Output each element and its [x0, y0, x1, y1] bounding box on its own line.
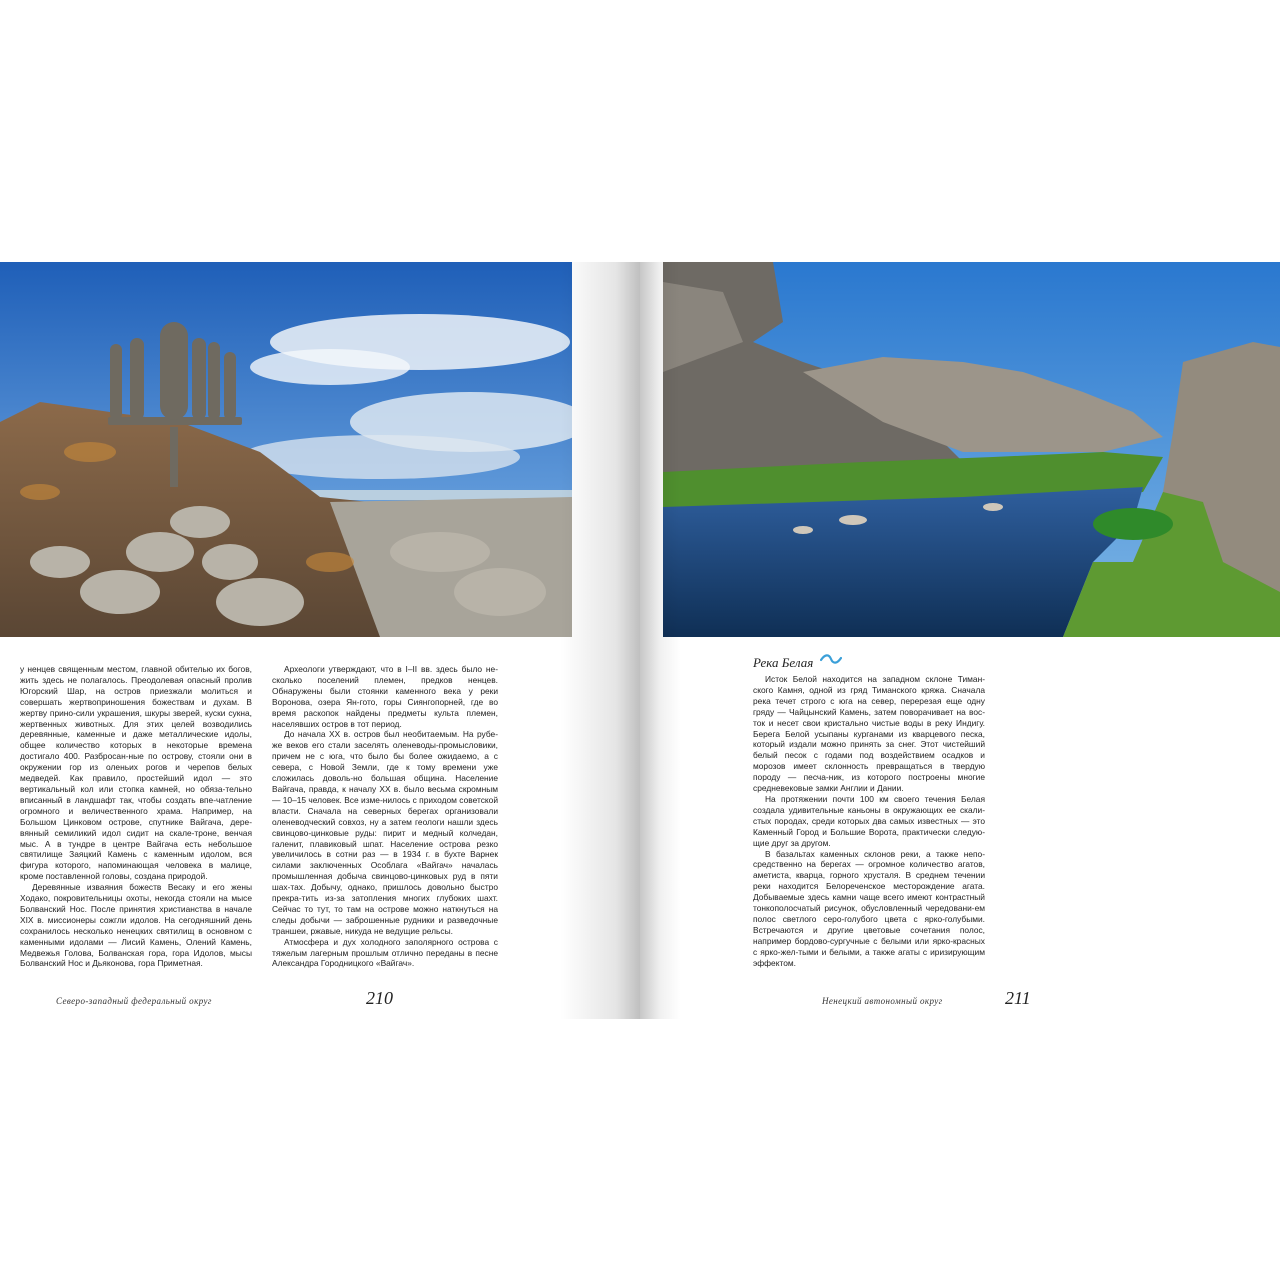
section-heading: Река Белая	[753, 655, 814, 670]
wave-icon	[820, 653, 842, 665]
page-number-left: 210	[366, 988, 393, 1008]
gutter-shadow-left	[560, 262, 640, 1019]
paragraph: Атмосфера и дух холодного заполярного острова с тяжелым лагерным прошлым отлично переданы в песне Александра Городницкого «Вайгач».	[272, 936, 498, 969]
running-head-right: Ненецкий автономный округ	[822, 996, 943, 1006]
paragraph: у ненцев священным местом, главной обителью их богов, жить здесь не полагалось. Преодолевая опасный пролив Югорский Шар, на остров приезжали молиться и совершать жертвоприношения божествам и духам. В жертву прино-сили украшения, шкуры зверей, куски сукна, жертвенных животных. Для этих целей возводились деревянные, каменные и даже металлические идолы, общее количество которых в некоторые времена достигало 400. Разбросан-ные по острову, стояли они в окружении гор из оленьих рогов и черепов белых медведей. Как правило, простейший идол — это вертикальный кол или стопка камней, но обяза-тельно вписанный в ландшафт так, чтобы создать впе-чатление огромного и величественного храма. Например, на Большом Цинковом острове, спутнике Вайгача, дере-вянный семиликий идол сидит на скале-троне, венчая мыс. А в тундре в центре Вайгача есть небольшое святилище Заяцкий Камень с каменным идолом, вся фигура которого, напоминающая человека в малице, кроме поставленной головы, создана природой.	[20, 664, 252, 882]
gutter-shadow-right	[640, 262, 680, 1019]
left-column-2	[272, 664, 498, 969]
running-head-left: Северо-западный федеральный округ	[56, 996, 212, 1006]
idols-photo	[0, 262, 572, 637]
left-column-1	[20, 664, 252, 969]
right-column-1	[753, 674, 985, 968]
page-number-right: 211	[1005, 988, 1031, 1008]
paragraph: Деревянные изваяния божеств Весаку и его жены Ходако, покровительницы охоты, некогда стояли на мысе Болванский Нос. После принятия христианства в начале XIX в. миссионеры сожгли идолов. На сегодняшний день сохранилось несколько ненецких святилищ в основном с каменными идолами — Лисий Камень, Олений Камень, Медвежья Голова, Болванская гора, гора Идолов, мысы Болванский Нос и Дьяконова, гора Приметная.	[20, 882, 252, 969]
paragraph: Археологи утверждают, что в I–II вв. здесь было не-сколько поселений племен, предков ненцев. Обнаружены были стоянки каменного века у реки Воронова, озера Ян-гото, горы Сиянгопорней, где во время раскопок найдены предметы культа племен, населявших остров в тот период.	[272, 664, 498, 729]
paragraph: В базальтах каменных склонов реки, а также непо-средственно на берегах — огромное количество агатов, аметиста, кварца, горного хрусталя. В среднем течении реки находится Белореченское месторождение агата. Добываемые здесь камни чаще всего имеют контрастный тонкополосчатый рисунок, обусловленный чередовани-ем полос светлого серо-голубого цвета с ярко-голубыми. Встречаются и другие цветовые сочетания полос, например бордово-сургучные с белыми или ярко-красных с ярко-жел-тыми и белыми, а также агаты с иризирующим эффектом.	[753, 848, 985, 968]
river-canyon-photo	[663, 262, 1280, 637]
paragraph: Исток Белой находится на западном склоне Тиман-ского Камня, одной из гряд Тиманского кряжа. Сначала река течет строго с юга на север, перерезая еще одну гряду — Чайцынский Камень, затем поворачивает на вос-ток и несет свои кристально чистые воды в реку Индигу. Берега Белой усыпаны курганами из кварцевого песка, который издали можно принять за снег. Этот чистейший белый песок с годами под воздействием осадков и морозов имеет склонность превращаться в твердую породу — песча-ник, из которого построены многие средневековые замки Англии и Дании.	[753, 674, 985, 794]
paragraph: До начала XX в. остров был необитаемым. На рубе-же веков его стали заселять оленеводы-промысловики, причем не с юга, что было бы более ожидаемо, а с севера, с Новой Земли, где к тому времени уже сложилась доволь-но большая община. Население Вайгача, правда, к началу XX в. было весьма скромным — 10–15 человек. Все изме-нилось с приходом советской власти. Сначала на северных берегах организовали оленеводческий совхоз, ну а затем геологи нашли здесь свинцово-цинковые руды: пирит и медный колчедан, галенит, плавиковый шпат. Население острова резко увеличилось в сотни раз — в 1934 г. в бухте Варнек силами заключенных Особлага «Вайгач» началась промышленная добыча свинцово-цинковых руд в пяти шах-тах. Добычу, однако, пришлось довольно быстро прекра-тить из-за затопления многих глубоких шахт. Сейчас то тут, то там на острове можно наткнуться на следы добычи — заброшенные рудники и разведочные траншеи, ржавые, никуда не ведущие рельсы.	[272, 729, 498, 936]
paragraph: На протяжении почти 100 км своего течения Белая создала удивительные каньоны в окружающих ее скали-стых породах, среди которых два самых известных — это Каменный Город и Большие Ворота, практически следую-щие друг за другом.	[753, 793, 985, 848]
